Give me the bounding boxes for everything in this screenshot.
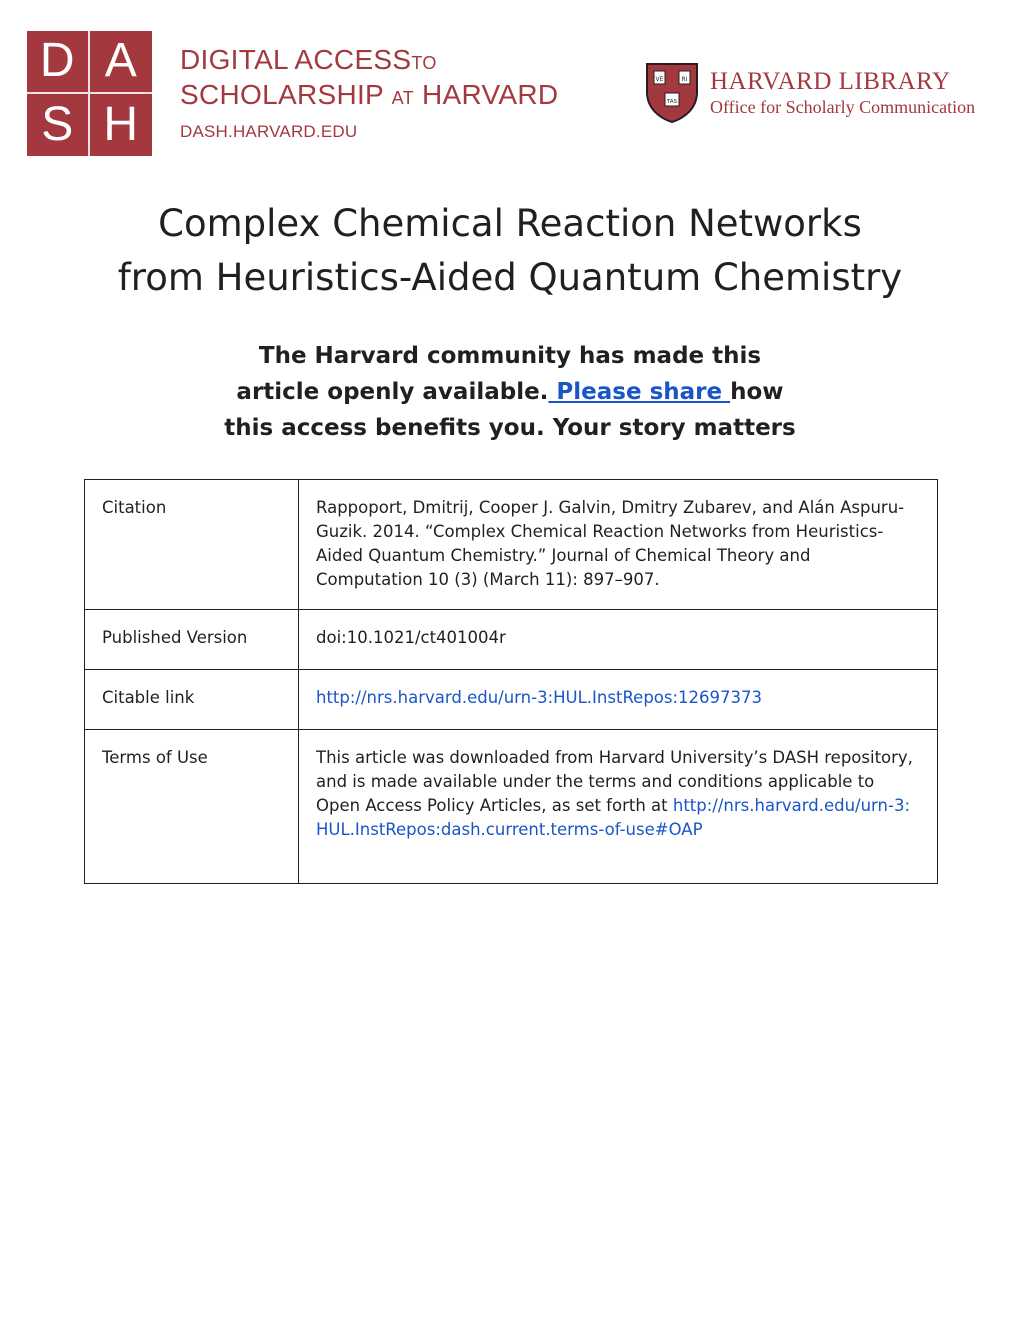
- dash-wordmark-line2: [180, 79, 558, 114]
- dash-text-digital-access: DIGITAL ACCESS: [180, 44, 412, 75]
- table-row-terms-of-use: [85, 730, 938, 884]
- dash-text-scholarship: SCHOLARSHIP: [180, 79, 384, 110]
- citable-link-label: Citable link: [85, 670, 299, 730]
- citation-value: Rappoport, Dmitrij, Cooper J. Galvin, Dmitry Zubarev, and Alán Aspuru-Guzik. 2014. “Complex Chemical Reaction Networks from Heuristics-Aided Quantum Chemistry.” Journal of Chemical Theory and Computation 10 (3) (March 11): 897–907.: [299, 480, 938, 610]
- terms-of-use-label: Terms of Use: [85, 730, 299, 884]
- dash-logo-letter: D: [27, 31, 90, 94]
- terms-of-use-text: This article was downloaded from Harvard University’s DASH repository, and is made available under the terms and conditions applicable to Open Access Policy Articles, as set forth at: [316, 748, 913, 815]
- published-version-label: Published Version: [85, 610, 299, 670]
- dash-logo-letter: A: [90, 31, 153, 94]
- harvard-library-title: HARVARD LIBRARY: [710, 68, 951, 95]
- document-title-line2: from Heuristics-Aided Quantum Chemistry: [117, 256, 903, 299]
- dash-logo-letter: S: [27, 94, 90, 157]
- community-message: [0, 338, 1020, 446]
- harvard-shield-icon: [645, 62, 699, 124]
- message-line2-before: article openly available.: [236, 379, 549, 405]
- citable-link[interactable]: http://nrs.harvard.edu/urn-3:HUL.InstRepos:12697373: [316, 688, 763, 707]
- dash-text-to: TO: [411, 53, 437, 73]
- table-row-citable-link: [85, 670, 938, 730]
- message-line2-after: how: [730, 379, 784, 405]
- table-row-citation: [85, 480, 938, 610]
- dash-wordmark: [180, 44, 558, 142]
- metadata-table: [84, 479, 938, 884]
- harvard-library-subtitle: Office for Scholarly Communication: [710, 97, 976, 117]
- published-version-value: doi:10.1021/ct401004r: [299, 610, 938, 670]
- dash-text-harvard: HARVARD: [421, 79, 559, 110]
- message-line2: [0, 374, 1020, 410]
- dash-logo: [27, 31, 152, 156]
- message-line3: this access benefits you. Your story matters: [224, 415, 796, 441]
- please-share-link[interactable]: Please share: [548, 379, 731, 405]
- terms-of-use-cell: [299, 730, 938, 884]
- dash-text-at: AT: [391, 88, 414, 108]
- dash-url: DASH.HARVARD.EDU: [180, 122, 358, 141]
- citation-label: Citation: [85, 480, 299, 610]
- message-line1: The Harvard community has made this: [258, 343, 762, 369]
- document-title-line1: Complex Chemical Reaction Networks: [158, 202, 862, 245]
- citable-link-cell: [299, 670, 938, 730]
- dash-wordmark-line1: [180, 44, 558, 79]
- table-row-published-version: [85, 610, 938, 670]
- shield-text-tas: TAS: [666, 99, 678, 105]
- shield-text-ri: RI: [681, 76, 688, 83]
- document-title: [0, 197, 1020, 305]
- shield-text-ve: VE: [655, 76, 664, 83]
- dash-logo-letter: H: [103, 97, 139, 151]
- harvard-library-wordmark: [710, 68, 975, 118]
- terms-of-use-link[interactable]: http://nrs.harvard.edu/urn-3:HUL.InstRepos:dash.current.terms-of-use#OAP: [316, 796, 911, 839]
